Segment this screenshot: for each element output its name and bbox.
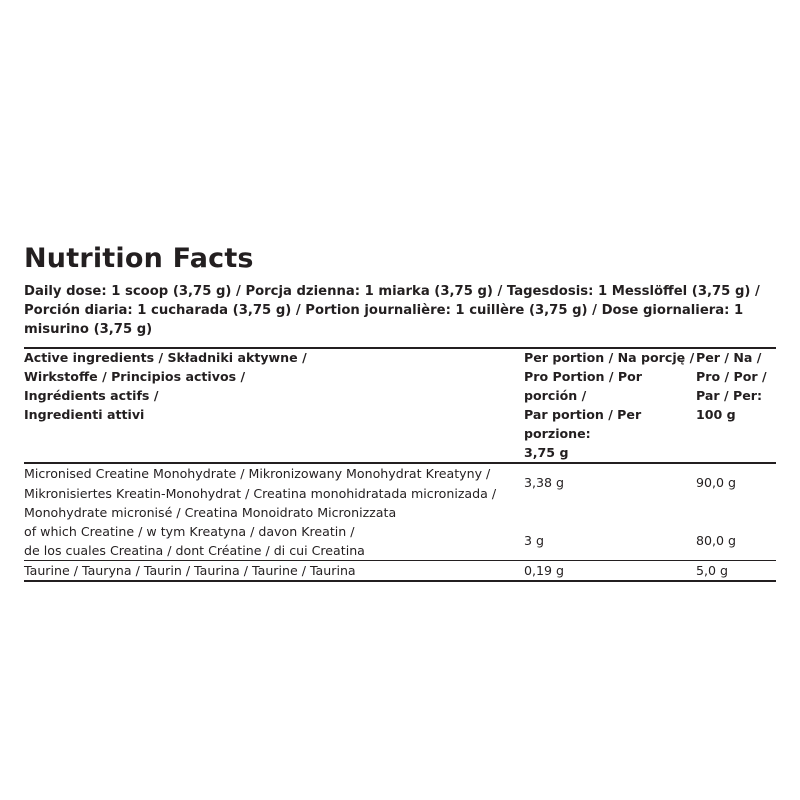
table-row [24,463,776,521]
row-creatine-name [24,463,524,521]
header-ingredients-line-3: Ingrédients actifs / [24,387,159,403]
table-subrow [24,522,776,561]
header-per-100g-line-3: Par / Per: [696,387,762,403]
subrow-of-which-creatine-per-portion: 3 g [524,532,545,548]
nutrition-facts-panel [24,244,776,582]
row-creatine-name-line-2: Mikronisiertes Kreatin-Monohydrat / Creatina monohidratada micronizada / [24,485,497,501]
table-header-row [24,348,776,463]
subrow-of-which-creatine-name [24,522,524,561]
header-per-portion-line-2: Pro Portion / Por porción / [524,369,642,403]
subrow-of-which-creatine-per-100g: 80,0 g [696,532,737,548]
header-per-portion [524,348,696,463]
row-taurine-per-100g: 5,0 g [696,561,776,582]
header-per-100g-line-1: Per / Na / [696,350,762,366]
row-creatine-per-100g: 90,0 g [696,463,776,521]
nutrition-table [24,347,776,582]
page-title: Nutrition Facts [24,243,254,274]
header-per-portion-line-4: 3,75 g [524,444,569,460]
daily-dose-text: Daily dose: 1 scoop (3,75 g) / Porcja dzienna: 1 miarka (3,75 g) / Tagesdosis: 1 Messlöffel (3,75 g) / Porción diaria: 1 cucharada (3,75 g) / Portion journalière: 1 cuillère (3,75 g) / Dose giornaliera: 1 misurino (3,75 g) [24,283,760,337]
header-ingredients-line-1: Active ingredients / Składniki aktywne / [24,350,307,366]
table-row [24,561,776,582]
header-per-portion-line-3: Par portion / Per porzione: [524,406,642,441]
row-creatine-per-portion: 3,38 g [524,463,696,521]
header-ingredients-line-2: Wirkstoffe / Principios activos / [24,369,246,384]
row-creatine-name-line-1: Micronised Creatine Monohydrate / Mikronizowany Monohydrat Kreatyny / [24,466,491,482]
row-taurine-per-portion: 0,19 g [524,561,696,582]
header-per-100g-line-2: Pro / Por / [696,369,767,384]
row-taurine-name: Taurine / Tauryna / Taurin / Taurina / Taurine / Taurina [24,561,524,582]
header-ingredients-line-4: Ingredienti attivi [24,406,145,422]
header-per-100g-line-4: 100 g [696,406,736,422]
header-per-100g [696,348,776,463]
header-ingredients [24,348,524,463]
subrow-name-line-2: de los cuales Creatina / dont Créatine / di cui Creatina [24,543,365,559]
header-per-portion-line-1: Per portion / Na porcję / [524,350,695,366]
subrow-name-line-1: of which Creatine / w tym Kreatyna / davon Kreatin / [24,523,355,539]
row-creatine-name-line-3: Monohydrate micronisé / Creatina Monoidrato Micronizzata [24,504,397,520]
